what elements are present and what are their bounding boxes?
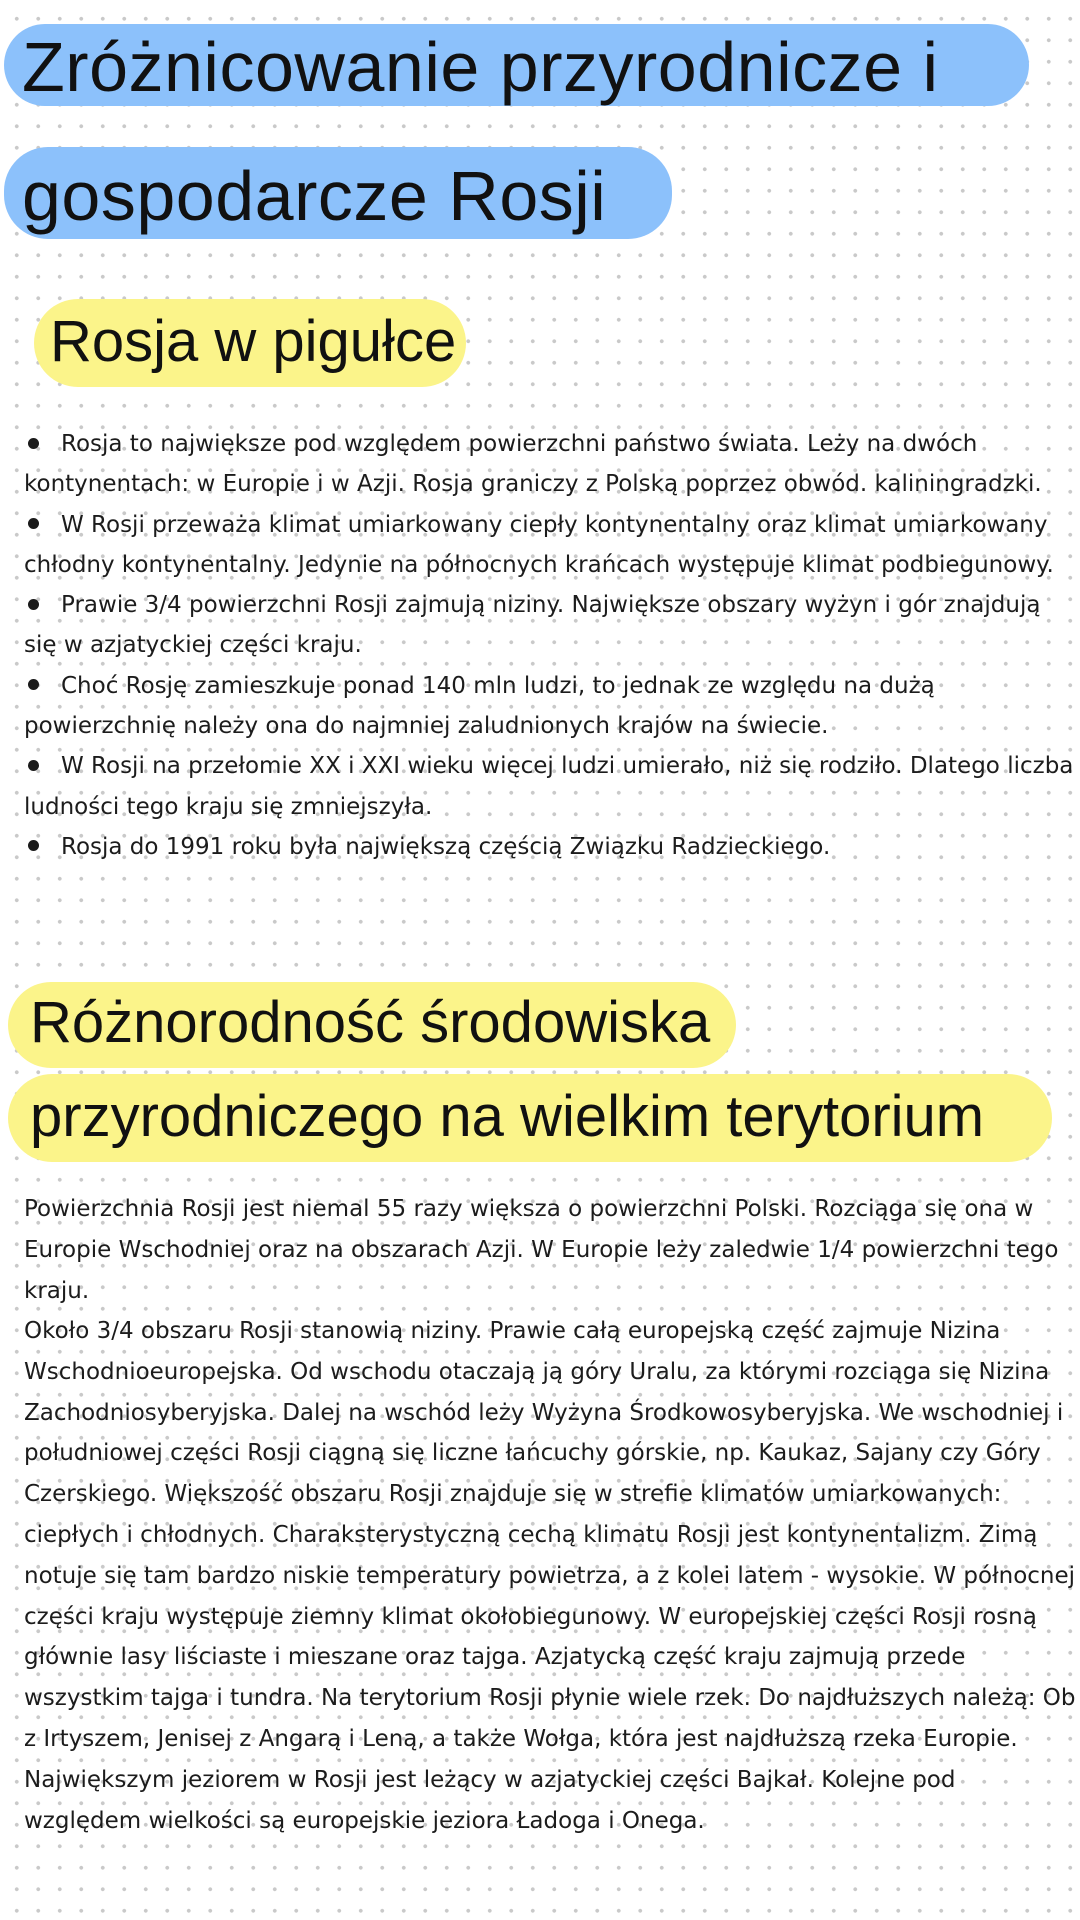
bullet-text: Choć Rosję zamieszkuje ponad 140 mln ludzi, to jednak ze względu na dużą powierzchnię należy ona do najmniej zaludnionych krajów na świecie. bbox=[24, 672, 935, 740]
paragraph-area: Powierzchnia Rosji jest niemal 55 razy większa o powierzchni Polski. Rozciąga się ona w Europie Wschodniej oraz na obszarach Azji. W Europie leży zaledwie 1/4 powierzchni tego kraju. bbox=[24, 1196, 1059, 1304]
page-title-line-1: Zróżnicowanie przyrodnicze i bbox=[4, 24, 1029, 106]
bullet-icon bbox=[28, 438, 39, 449]
bullet-text: Prawie 3/4 powierzchni Rosji zajmują niziny. Największe obszary wyżyn i gór znajdują się w azjatyckiej części kraju. bbox=[24, 592, 1041, 659]
bullet-icon bbox=[28, 679, 39, 690]
section-heading-diversity-line-2: przyrodniczego na wielkim terytorium bbox=[8, 1074, 1052, 1162]
bullet-text: Rosja do 1991 roku była największą częścią Związku Radzieckiego. bbox=[61, 833, 831, 860]
list-item bbox=[24, 666, 1074, 747]
summary-bullet-list bbox=[24, 424, 1074, 867]
list-item bbox=[24, 585, 1074, 666]
list-item bbox=[24, 746, 1074, 827]
paragraph-geography: Około 3/4 obszaru Rosji stanowią niziny. Prawie całą europejską część zajmuje Nizina Wschodnioeuropejska. Od wschodu otaczają ją góry Uralu, za którymi rozciąga się Nizina Zachodniosyberyjska. Dalej na wschód leży Wyżyna Środkowosyberyjska. We wschodniej i południowej części Rosji ciągną się liczne łańcuchy górskie, np. Kaukaz, Sajany czy Góry Czerskiego. Większość obszaru Rosji znajduje się w strefie klimatów umiarkowanych: ciepłych i chłodnych. Charaksterystyczną cechą klimatu Rosji jest kontynentalizm. Zimą notuje się tam bardzo niskie temperatury powietrza, a z kolei latem - wysokie. W północnej części kraju występuje ziemny klimat okołobiegunowy. W europejskiej części Rosji rosną głównie lasy liściaste i mieszane oraz tajga. Azjatycką część kraju zajmują przede wszystkim tajga i tundra. Na terytorium Rosji płynie wiele rzek. Do najdłuższych należą: Ob z Irtyszem, Jenisej z Angarą i Leną, a także Wołga, która jest najdłuższą rzeka Europie. Największym jeziorem w Rosji jest leżący w azjatyckiej części Bajkał. Kolejne pod względem wielkości są europejskie jeziora Ładoga i Onega. bbox=[24, 1318, 1076, 1834]
list-item bbox=[24, 505, 1074, 586]
bullet-text: W Rosji przeważa klimat umiarkowany ciepły kontynentalny oraz klimat umiarkowany chłodny kontynentalny. Jedynie na północnych krańcach występuje klimat podbiegunowy. bbox=[24, 511, 1054, 578]
section-heading-diversity-line-1: Różnorodność środowiska bbox=[8, 982, 736, 1068]
list-item bbox=[24, 424, 1074, 505]
bullet-icon bbox=[28, 518, 39, 529]
list-item bbox=[24, 827, 1074, 867]
bullet-icon bbox=[28, 760, 39, 771]
page-title-line-2: gospodarcze Rosji bbox=[4, 147, 672, 239]
bullet-text: Rosja to największe pod względem powierzchni państwo świata. Leży na dwóch kontynentach: w Europie i w Azji. Rosja graniczy z Polską poprzez obwód. kaliningradzki. bbox=[24, 431, 1042, 498]
bullet-icon bbox=[28, 840, 39, 851]
section-heading-russia-summary: Rosja w pigułce bbox=[34, 299, 466, 387]
bullet-icon bbox=[28, 599, 39, 610]
bullet-text: W Rosji na przełomie XX i XXI wieku więcej ludzi umierało, niż się rodziło. Dlatego liczba ludności tego kraju się zmniejszyła. bbox=[24, 753, 1074, 820]
